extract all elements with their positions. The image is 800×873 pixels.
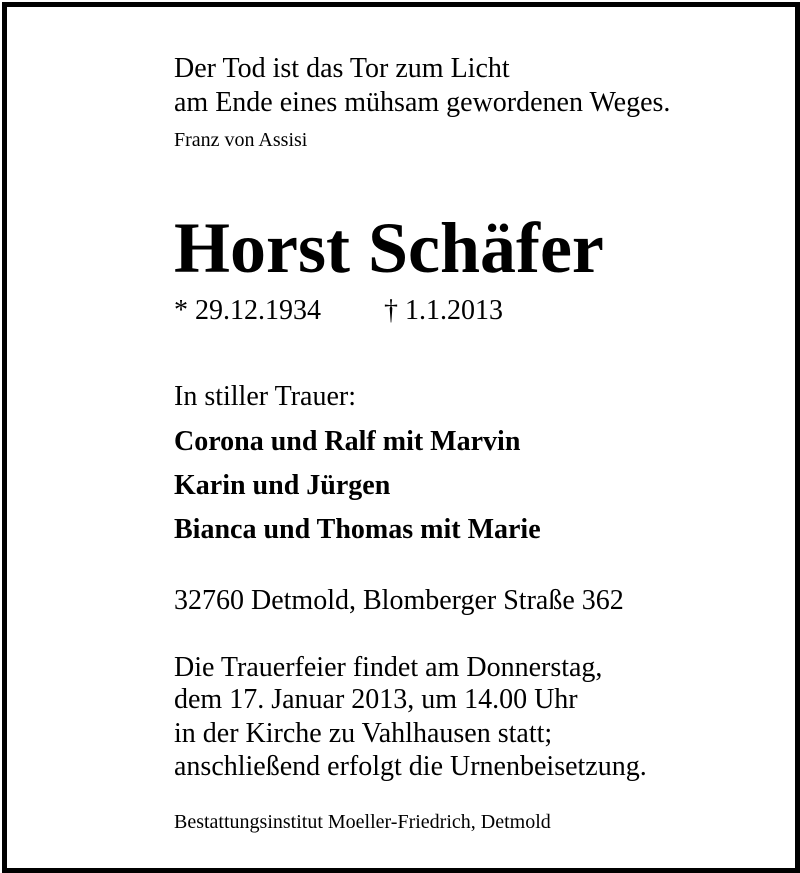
quote-author: Franz von Assisi xyxy=(174,129,308,151)
ceremony-line-3: in der Kirche zu Vahlhausen statt; xyxy=(174,718,553,749)
mourner-3: Bianca und Thomas mit Marie xyxy=(174,514,541,545)
quote-line-1: Der Tod ist das Tor zum Licht xyxy=(174,53,510,84)
life-dates xyxy=(174,297,574,325)
quote-line-2: am Ende eines mühsam gewordenen Weges. xyxy=(174,87,671,118)
mourner-2: Karin und Jürgen xyxy=(174,470,391,501)
mourners-address: 32760 Detmold, Blomberger Straße 362 xyxy=(174,585,624,616)
mourning-intro: In stiller Trauer: xyxy=(174,381,356,412)
ceremony-line-4: anschließend erfolgt die Urnenbeisetzung. xyxy=(174,751,647,782)
deceased-name: Horst Schäfer xyxy=(174,208,604,288)
ceremony-line-1: Die Trauerfeier findet am Donnerstag, xyxy=(174,652,603,683)
mourner-1: Corona und Ralf mit Marvin xyxy=(174,426,521,457)
ceremony-line-2: dem 17. Januar 2013, um 14.00 Uhr xyxy=(174,684,578,715)
death-date: † 1.1.2013 xyxy=(384,295,503,326)
birth-date: * 29.12.1934 xyxy=(174,295,321,326)
funeral-home: Bestattungsinstitut Moeller-Friedrich, Detmold xyxy=(174,811,551,833)
